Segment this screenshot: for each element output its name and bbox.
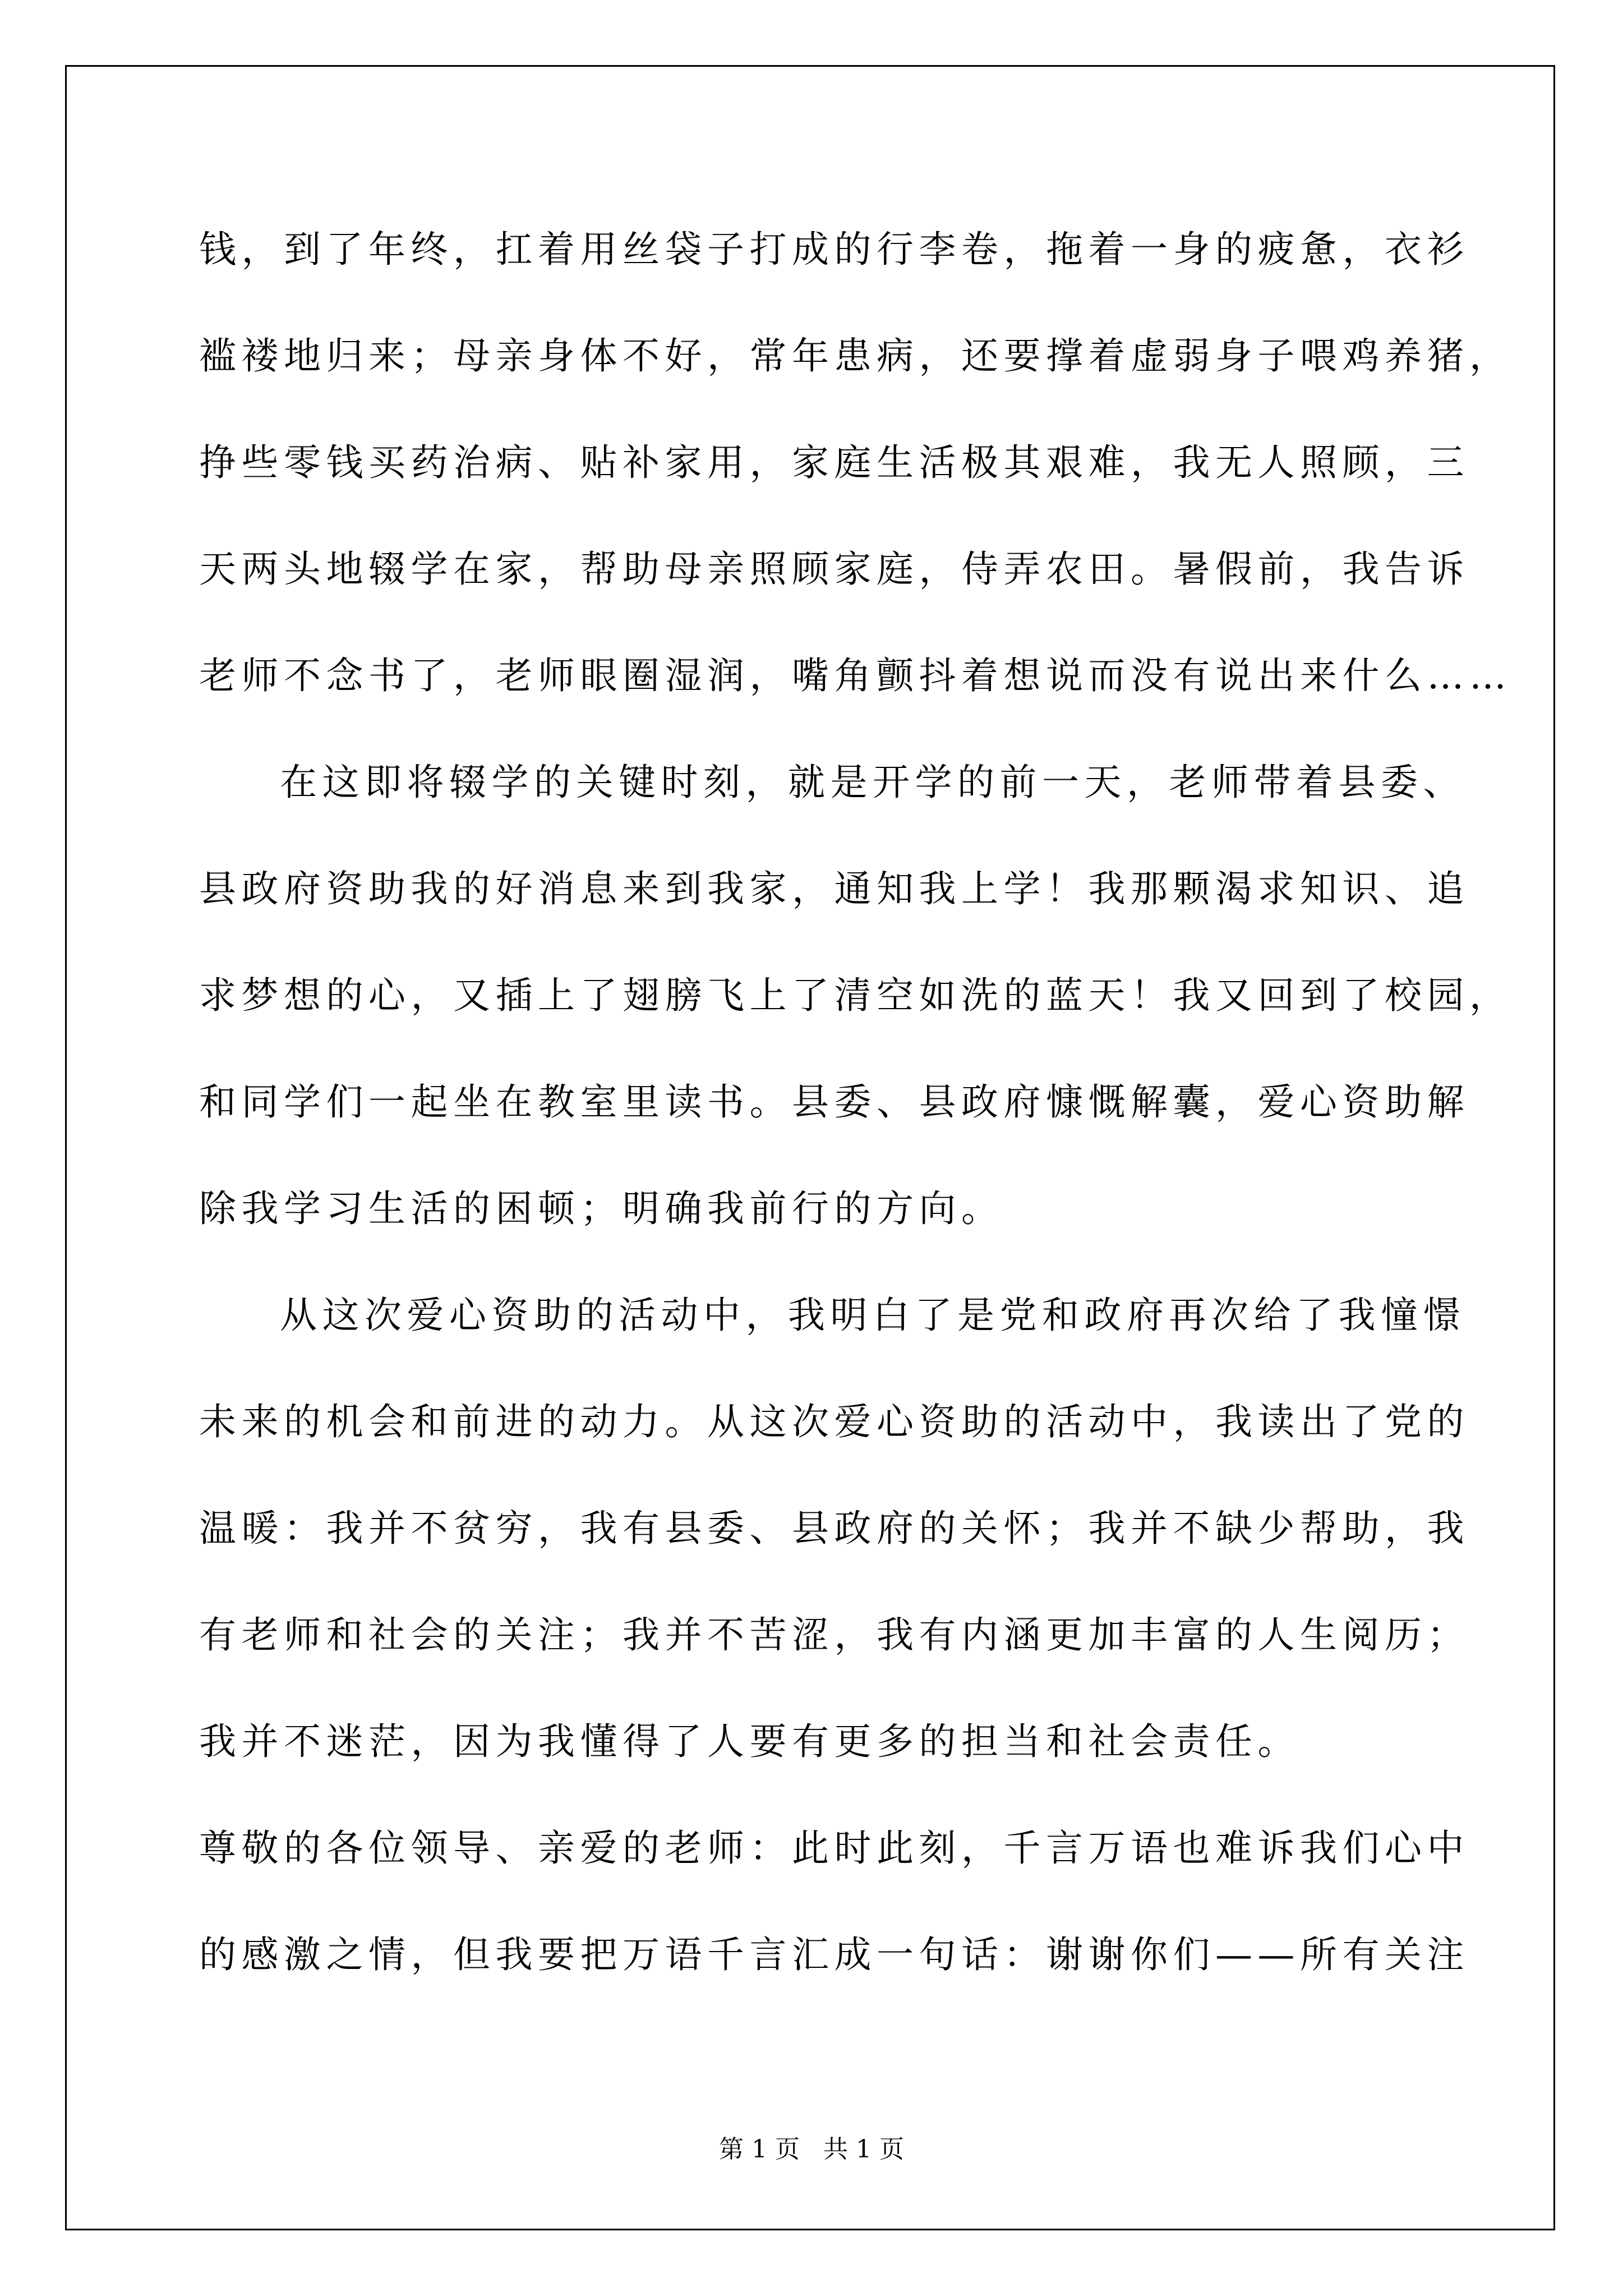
text-line: 温暖：我并不贫穷，我有县委、县政府的关怀；我并不缺少帮助，我 (199, 1507, 1469, 1550)
paragraph-start-line: 从这次爱心资助的活动中，我明白了是党和政府再次给了我憧憬 (280, 1294, 1465, 1337)
page-border (65, 65, 1555, 2230)
text-line: 天两头地辍学在家，帮助母亲照顾家庭，侍弄农田。暑假前，我告诉 (199, 547, 1469, 591)
text-line: 县政府资助我的好消息来到我家，通知我上学！我那颗渴求知识、追 (199, 867, 1469, 910)
text-line: 求梦想的心，又插上了翅膀飞上了清空如洗的蓝天！我又回到了校园， (199, 974, 1512, 1017)
text-line: 钱，到了年终，扛着用丝袋子打成的行李卷，拖着一身的疲惫，衣衫 (199, 228, 1469, 271)
text-line: 和同学们一起坐在教室里读书。县委、县政府慷慨解囊，爱心资助解 (199, 1080, 1469, 1124)
text-line: 的感激之情，但我要把万语千言汇成一句话：谢谢你们——所有关注 (199, 1933, 1469, 1976)
page-number: 第 1 页 共 1 页 (719, 2135, 904, 2164)
text-line: 尊敬的各位领导、亲爱的老师：此时此刻，千言万语也难诉我们心中 (199, 1826, 1469, 1870)
text-line: 有老师和社会的关注；我并不苦涩，我有内涵更加丰富的人生阅历； (199, 1613, 1469, 1657)
text-line: 褴褛地归来；母亲身体不好，常年患病，还要撑着虚弱身子喂鸡养猪， (199, 334, 1512, 378)
text-line: 除我学习生活的困顿；明确我前行的方向。 (199, 1187, 1004, 1230)
paragraph-start-line: 在这即将辍学的关键时刻，就是开学的前一天，老师带着县委、 (280, 761, 1465, 804)
text-line: 挣些零钱买药治病、贴补家用，家庭生活极其艰难，我无人照顾，三 (199, 441, 1469, 484)
text-line: 我并不迷茫，因为我懂得了人要有更多的担当和社会责任。 (199, 1720, 1300, 1763)
text-line: 未来的机会和前进的动力。从这次爱心资助的活动中，我读出了党的 (199, 1400, 1469, 1443)
text-line: 老师不念书了，老师眼圈湿润，嘴角颤抖着想说而没有说出来什么…… (199, 654, 1512, 697)
